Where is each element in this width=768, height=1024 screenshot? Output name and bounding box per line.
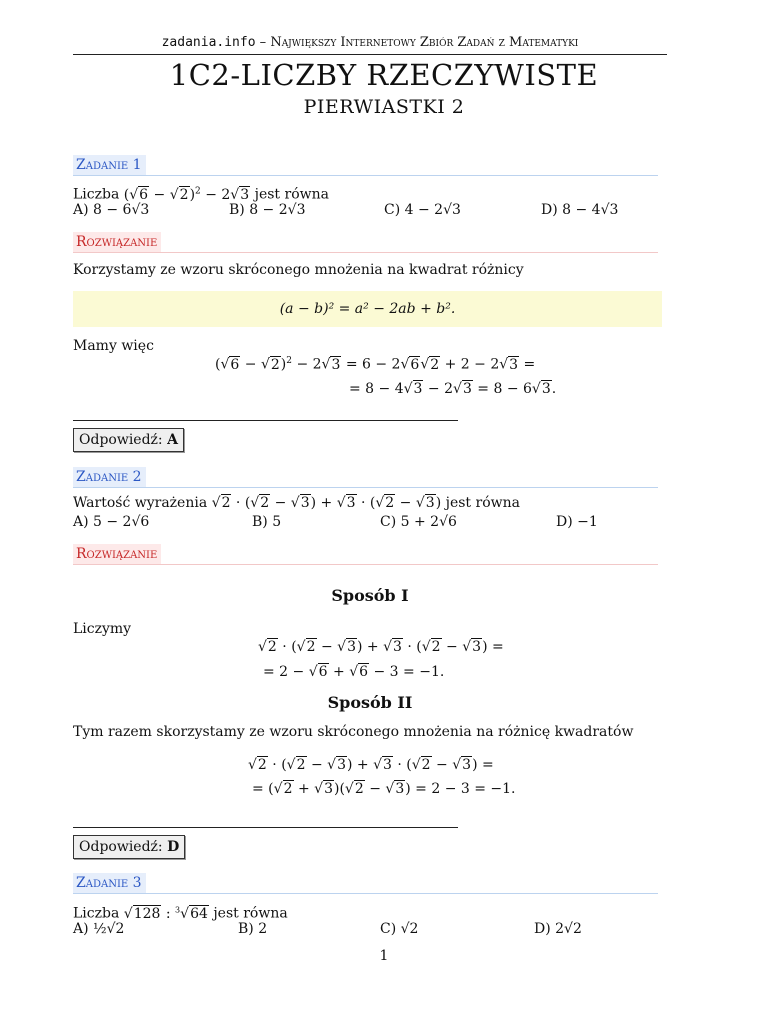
task-3-option-d: D) 2√2 — [534, 921, 582, 937]
task-2-option-c: C) 5 + 2√6 — [380, 514, 457, 530]
site-name: zadania.info — [161, 35, 256, 50]
task-2-answer-label: Odpowiedź: — [79, 839, 163, 855]
site-tagline: Największy Internetowy Zbiór Zadań z Matematyki — [270, 35, 579, 50]
method-2-line-1: √2 · (√2 − √3) + √3 · (√2 − √3) = — [248, 757, 494, 773]
site-header — [73, 35, 667, 50]
method-1-line-1: √2 · (√2 − √3) + √3 · (√2 − √3) = — [258, 639, 504, 655]
task-1-intro: Korzystamy ze wzoru skróconego mnożenia na kwadrat różnicy — [73, 262, 524, 278]
separator-1 — [73, 420, 458, 421]
task-2-answer: D — [167, 839, 180, 855]
task-1-header — [73, 155, 658, 176]
separator-2 — [73, 827, 458, 828]
task-2-answer-box — [73, 835, 185, 859]
task-1-solution-header — [73, 232, 658, 253]
task-2-solution-label: Rozwiązanie — [73, 544, 161, 564]
task-3-label: Zadanie 3 — [73, 873, 146, 893]
task-1-answer-box — [73, 428, 184, 452]
task-1-answer: A — [167, 432, 178, 448]
task-1-option-d: D) 8 − 4√3 — [541, 202, 619, 218]
task-1-option-a: A) 8 − 6√3 — [73, 202, 150, 218]
task-1-solution-label: Rozwiązanie — [73, 232, 161, 252]
method-1-intro: Liczymy — [73, 621, 132, 637]
task-1-expression: $(√6 - √2)^2 - 2√3$ — [123, 186, 250, 203]
task-2-solution-header — [73, 544, 658, 565]
method-1-line-2: = 2 − √6 + √6 − 3 = −1. — [263, 664, 445, 680]
task-1-question-lead: Liczba — [73, 186, 120, 203]
task-2-question-tail: jest równa — [445, 495, 520, 511]
task-1-option-c: C) 4 − 2√3 — [384, 202, 461, 218]
task-2-question — [73, 494, 520, 512]
method-2-line-2: = (√2 + √3)(√2 − √3) = 2 − 3 = −1. — [252, 781, 516, 797]
page-title: 1C2-LICZBY RZECZYWISTE — [169, 58, 599, 92]
page-number: 1 — [379, 948, 389, 964]
task-1-equation-line-1: $(√6 - √2)^2 - 2√3 = 6 - 2√6√2 + 2 - 2√3$ = — [215, 356, 536, 373]
task-1-option-b: B) 8 − 2√3 — [229, 202, 306, 218]
task-2-header — [73, 467, 658, 488]
method-2-title: Sposób II — [327, 693, 413, 712]
task-1-label: Zadanie 1 — [73, 155, 146, 175]
header-dash: – — [259, 35, 267, 50]
task-3-question-tail: jest równa — [213, 905, 288, 922]
task-1-question-tail: jest równa — [254, 186, 329, 203]
task-2-label: Zadanie 2 — [73, 467, 146, 487]
header-rule — [73, 54, 667, 55]
task-2-expression: √2 · (√2 − √3) + √3 · (√2 − √3) — [211, 495, 442, 511]
task-1-formula: (a − b)² = a² − 2ab + b². — [279, 301, 456, 317]
task-3-option-a: A) ½√2 — [73, 921, 125, 937]
task-1-answer-label: Odpowiedź: — [79, 432, 163, 448]
task-2-option-d: D) −1 — [556, 514, 598, 530]
page-subtitle: PIERWIASTKI 2 — [303, 96, 465, 118]
task-2-option-b: B) 5 — [252, 514, 282, 530]
task-1-then: Mamy więc — [73, 338, 154, 354]
method-2-intro: Tym razem skorzystamy ze wzoru skróconego mnożenia na różnicę kwadratów — [73, 724, 634, 740]
task-3-option-b: B) 2 — [238, 921, 268, 937]
task-3-option-c: C) √2 — [380, 921, 419, 937]
task-3-expression: √128 : $^3$√64 — [123, 905, 208, 922]
task-1-equation-line-2: = 8 − 4√3 − 2√3 = 8 − 6√3. — [349, 381, 557, 397]
task-3-question-lead: Liczba — [73, 905, 120, 922]
task-2-question-lead: Wartość wyrażenia — [73, 495, 208, 511]
method-1-title: Sposób I — [331, 586, 409, 605]
task-2-option-a: A) 5 − 2√6 — [73, 514, 150, 530]
task-3-header — [73, 873, 658, 894]
